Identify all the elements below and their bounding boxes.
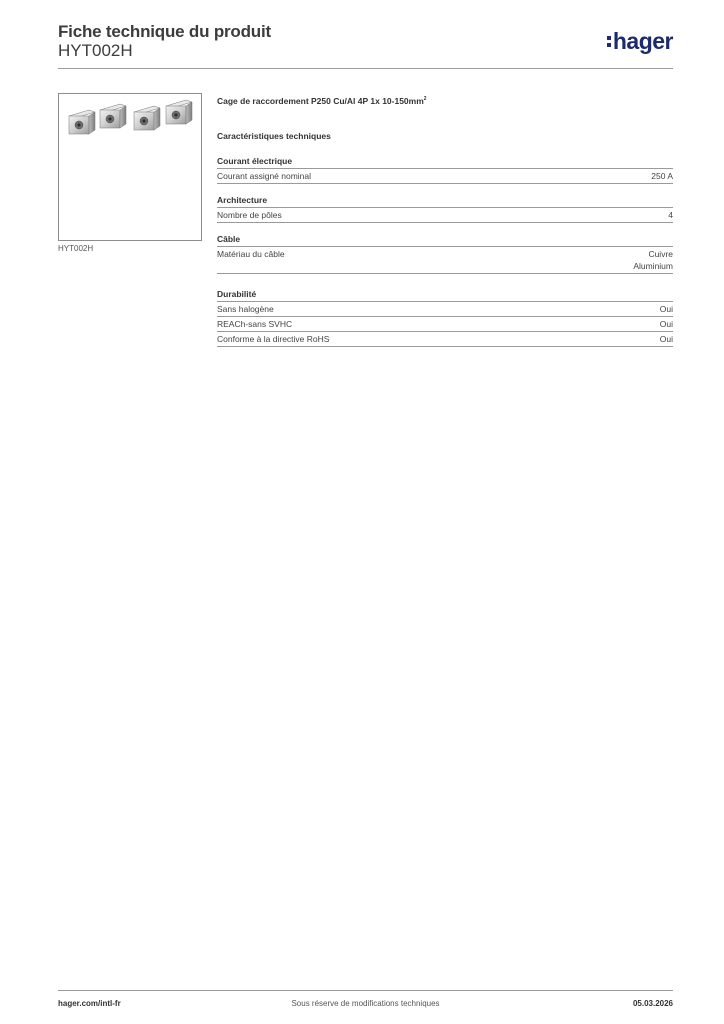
spec-value [660,333,673,345]
group-durability [217,288,673,347]
terminal-cage-1 [69,110,95,134]
spec-value-line: Oui [659,304,673,314]
technical-characteristics-title: Caractéristiques techniques [217,131,331,141]
spec-value-line: 250 A [651,171,673,181]
spec-label: Nombre de pôles [217,210,282,220]
product-description [217,93,673,106]
group-architecture [217,194,673,223]
spec-value-line: Oui [659,319,673,329]
spec-row [217,247,673,274]
terminal-cage-4 [166,100,192,124]
spec-label: Conforme à la directive RoHS [217,334,330,344]
logo-colon-icon [607,36,611,47]
group-title: Durabilité [217,288,673,302]
footer-notice: Sous réserve de modifications techniques [291,999,440,1008]
page-title: Fiche technique du produit [58,22,271,41]
spec-value [651,170,673,182]
spec-row [217,317,673,332]
product-description-text: Cage de raccordement P250 Cu/Al 4P 1x 10-150mm [217,95,424,106]
spec-panel [217,93,673,347]
group-cable [217,233,673,274]
terminal-cage-3 [134,106,160,130]
spec-value-line: Aluminium [633,261,673,271]
footer-website-link[interactable]: hager.com/intl-fr [58,999,121,1008]
spec-row [217,169,673,184]
spec-label: Sans halogène [217,304,274,314]
product-reference: HYT002H [58,41,133,60]
group-title: Câble [217,233,673,247]
spec-value [668,209,673,221]
spec-label: Courant assigné nominal [217,171,312,181]
spec-value [633,248,673,272]
cable-terminal-cages-image [59,94,201,240]
logo-text: hager [612,28,673,54]
group-title: Architecture [217,194,673,208]
group-electrical-current [217,155,673,184]
spec-value-line: Cuivre [648,249,673,259]
terminal-cage-2 [100,104,126,128]
spec-row [217,208,673,223]
image-caption: HYT002H [58,244,94,253]
page-footer [58,990,673,1015]
spec-label: Matériau du câble [217,249,285,259]
spec-value [660,303,673,315]
product-image [58,93,202,241]
spec-row [217,302,673,317]
spec-value [660,318,673,330]
spec-row [217,332,673,347]
page-header [58,20,673,69]
spec-value-line: Oui [659,334,673,344]
product-description-superscript: 2 [423,96,427,102]
footer-date: 05.03.2026 [632,999,673,1008]
spec-label: REACh-sans SVHC [217,319,293,329]
hager-logo [607,26,673,56]
spec-value-line: 4 [668,210,673,220]
group-title: Courant électrique [217,155,673,169]
